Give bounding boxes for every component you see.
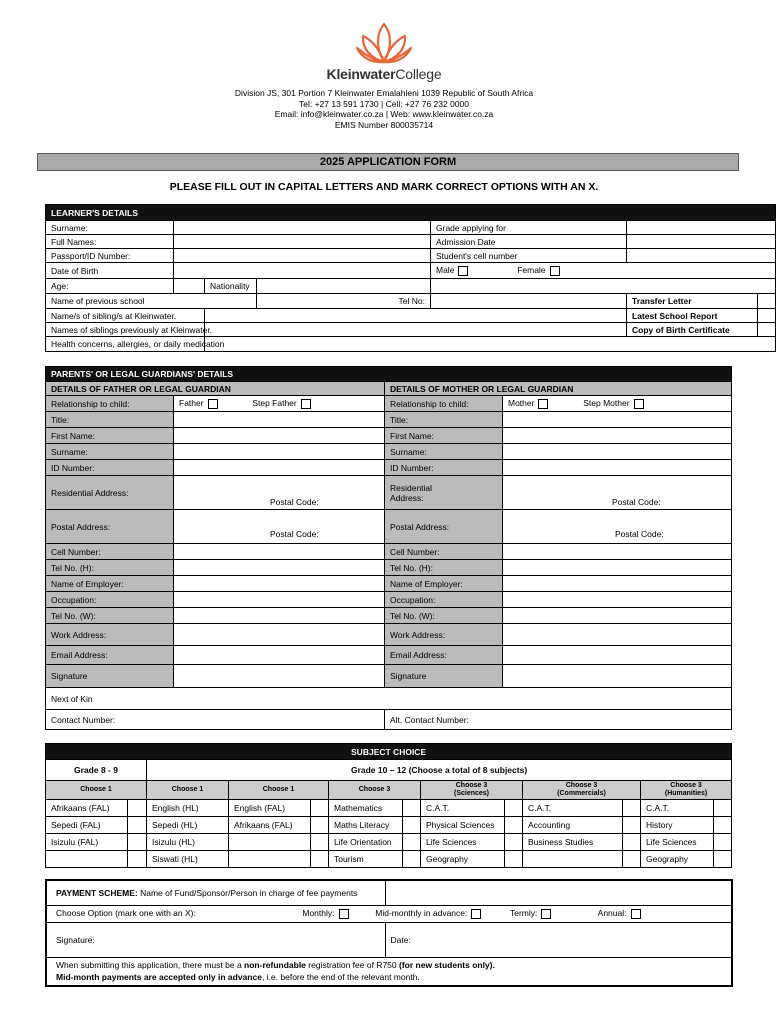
subject-heading: SUBJECT CHOICE	[46, 744, 732, 760]
siblings-field[interactable]	[205, 309, 627, 323]
father-title-field[interactable]	[174, 412, 385, 428]
cell-label: Student's cell number	[431, 249, 627, 263]
mother-signature-field[interactable]	[503, 665, 732, 688]
payment-scheme-label: PAYMENT SCHEME: Name of Fund/Sponsor/Person in charge of fee payments	[46, 880, 385, 905]
father-relationship-options	[174, 396, 385, 412]
admission-label: Admission Date	[431, 235, 627, 249]
mother-surname-label: Surname:	[385, 444, 503, 460]
subject-check[interactable]	[714, 851, 732, 868]
male-label: Male	[436, 265, 455, 276]
father-employer-label: Name of Employer:	[46, 576, 174, 592]
mother-id-label: ID Number:	[385, 460, 503, 476]
subject-cell: Tourism	[329, 851, 403, 868]
payment-signature-label: Signature:	[56, 934, 95, 945]
father-signature-label: Signature	[46, 665, 174, 688]
mother-tel-w-field[interactable]	[503, 608, 732, 624]
subject-check[interactable]	[128, 851, 147, 868]
choose-option-label: Choose Option (mark one with an X):	[56, 908, 196, 919]
father-occupation-field[interactable]	[174, 592, 385, 608]
father-postal-address-label: Postal Address:	[46, 510, 174, 544]
annual-label: Annual:	[597, 908, 627, 919]
father-postal-address-field[interactable]	[174, 510, 385, 544]
father-tel-h-field[interactable]	[174, 560, 385, 576]
prev-school-label: Name of previous school	[46, 294, 257, 309]
contact-number-label: Contact Number:	[51, 714, 116, 725]
lotus-logo-icon	[354, 20, 414, 66]
mother-tel-h-label: Tel No. (H):	[385, 560, 503, 576]
grade-10-12-header: Grade 10 – 12 (Choose a total of 8 subjects)	[147, 760, 732, 781]
subject-cell: Afrikaans (FAL)	[229, 817, 311, 834]
father-email-label: Email Address:	[46, 646, 174, 665]
mother-label: Mother	[508, 398, 535, 409]
siblings-prev-label: Names of siblings previously at Kleinwater.	[46, 323, 205, 337]
subject-cell: Sepedi (FAL)	[46, 817, 128, 834]
alt-contact-number-field[interactable]	[385, 710, 732, 730]
subject-cell: Business Studies	[523, 834, 623, 851]
col-choose1-c: Choose 1	[229, 781, 329, 800]
col-choose1-a: Choose 1	[46, 781, 147, 800]
surname-label: Surname:	[46, 221, 174, 235]
father-tel-h-label: Tel No. (H):	[46, 560, 174, 576]
cell-field[interactable]	[627, 249, 776, 263]
father-surname-field[interactable]	[174, 444, 385, 460]
mother-res-postal-code-label: Postal Code:	[612, 497, 661, 507]
subject-cell: Sepedi (HL)	[147, 817, 229, 834]
subject-check[interactable]	[128, 817, 147, 834]
mother-first-name-label: First Name:	[385, 428, 503, 444]
full-names-label: Full Names:	[46, 235, 174, 249]
subject-cell	[229, 834, 311, 851]
subject-cell: C.A.T.	[421, 800, 505, 817]
mid-monthly-checkbox[interactable]	[471, 909, 481, 919]
subject-check[interactable]	[623, 834, 641, 851]
subject-check[interactable]	[505, 817, 523, 834]
alt-contact-number-label: Alt. Contact Number:	[390, 714, 469, 725]
passport-label: Passport/ID Number:	[46, 249, 174, 263]
female-label: Female	[517, 265, 546, 276]
age-label: Age:	[46, 279, 174, 294]
father-relationship-label: Relationship to child:	[46, 396, 174, 412]
monthly-checkbox[interactable]	[339, 909, 349, 919]
payment-date-field[interactable]	[385, 922, 732, 957]
step-mother-label: Step Mother	[583, 398, 630, 409]
telephone: Tel: +27 13 591 1730 | Cell: +27 76 232 0000	[299, 98, 469, 109]
father-employer-field[interactable]	[174, 576, 385, 592]
fee-note: When submitting this application, there must be a non-refundable registration fee of R750 (for new students only).	[56, 960, 495, 971]
header	[0, 20, 768, 130]
subject-check[interactable]	[505, 834, 523, 851]
surname-field[interactable]	[174, 221, 431, 235]
step-mother-checkbox[interactable]	[634, 399, 644, 409]
health-label: Health concerns, allergies, or daily medication	[46, 337, 205, 352]
mother-relationship-options	[503, 396, 732, 412]
mother-postal-address-field[interactable]	[503, 510, 732, 544]
step-father-checkbox[interactable]	[301, 399, 311, 409]
college-name: KleinwaterCollege	[326, 66, 442, 82]
subject-cell: English (HL)	[147, 800, 229, 817]
mother-employer-field[interactable]	[503, 576, 732, 592]
dob-label: Date of Birth	[46, 263, 174, 279]
col-humanities: Choose 3 (Humanities)	[641, 781, 732, 800]
col-choose1-b: Choose 1	[147, 781, 229, 800]
subject-cell	[523, 851, 623, 868]
subject-check[interactable]	[311, 834, 329, 851]
learner-heading: LEARNER'S DETAILS	[46, 205, 776, 221]
subject-check[interactable]	[128, 834, 147, 851]
payment-date-label: Date:	[390, 934, 411, 945]
payment-options-row	[46, 905, 732, 922]
father-surname-label: Surname:	[46, 444, 174, 460]
subject-cell	[229, 851, 311, 868]
mother-employer-label: Name of Employer:	[385, 576, 503, 592]
subject-check[interactable]	[403, 817, 421, 834]
form-title: 2025 APPLICATION FORM	[37, 153, 739, 171]
subject-check[interactable]	[623, 817, 641, 834]
tel-no-label: Tel No:	[257, 294, 431, 309]
subject-choice-table	[45, 743, 732, 868]
subject-check[interactable]	[714, 817, 732, 834]
subject-cell: Isizulu (HL)	[147, 834, 229, 851]
mother-title-label: Title:	[385, 412, 503, 428]
mother-surname-field[interactable]	[503, 444, 732, 460]
annual-checkbox[interactable]	[631, 909, 641, 919]
emis-number: EMIS Number 800035714	[334, 119, 434, 130]
mother-signature-label: Signature	[385, 665, 503, 688]
mother-occupation-field[interactable]	[503, 592, 732, 608]
passport-field[interactable]	[174, 249, 431, 263]
contact-number-field[interactable]	[46, 710, 385, 730]
subject-cell: English (FAL)	[229, 800, 311, 817]
siblings-prev-field[interactable]	[205, 323, 627, 337]
subject-cell: Life Orientation	[329, 834, 403, 851]
full-names-field[interactable]	[174, 235, 431, 249]
subject-check[interactable]	[623, 800, 641, 817]
subject-cell: C.A.T.	[523, 800, 623, 817]
mother-heading: DETAILS OF MOTHER OR LEGAL GUARDIAN	[385, 382, 732, 396]
payment-table	[45, 879, 733, 987]
next-of-kin-label: Next of Kin	[51, 693, 93, 704]
subject-check[interactable]	[505, 851, 523, 868]
payment-note	[46, 957, 732, 986]
parents-table	[45, 366, 732, 730]
subject-check[interactable]	[311, 800, 329, 817]
father-work-address-field[interactable]	[174, 624, 385, 646]
father-first-name-label: First Name:	[46, 428, 174, 444]
grade-field[interactable]	[627, 221, 776, 235]
subject-cell: Siswati (HL)	[147, 851, 229, 868]
payment-scheme-field[interactable]	[385, 880, 732, 905]
male-checkbox[interactable]	[458, 266, 468, 276]
instructions: PLEASE FILL OUT IN CAPITAL LETTERS AND MARK CORRECT OPTIONS WITH AN X.	[169, 181, 599, 193]
dob-field[interactable]	[174, 263, 431, 279]
mother-id-field[interactable]	[503, 460, 732, 476]
gender-cell	[431, 263, 776, 279]
email-web: Email: info@kleinwater.co.za | Web: www.kleinwater.co.za	[274, 109, 494, 119]
father-first-name-field[interactable]	[174, 428, 385, 444]
grade-label: Grade applying for	[431, 221, 627, 235]
col-commercials: Choose 3 (Commercials)	[523, 781, 641, 800]
subject-check[interactable]	[311, 817, 329, 834]
school-report-label: Latest School Report	[627, 309, 758, 323]
father-title-label: Title:	[46, 412, 174, 428]
subject-cell	[46, 851, 128, 868]
parents-heading: PARENTS' OR LEGAL GUARDIANS' DETAILS	[46, 367, 732, 382]
subject-check[interactable]	[311, 851, 329, 868]
father-checkbox[interactable]	[208, 399, 218, 409]
father-id-label: ID Number:	[46, 460, 174, 476]
subject-cell: Mathematics	[329, 800, 403, 817]
father-email-field[interactable]	[174, 646, 385, 665]
subject-cell: History	[641, 817, 714, 834]
subject-cell: Afrikaans (FAL)	[46, 800, 128, 817]
father-tel-w-label: Tel No. (W):	[46, 608, 174, 624]
termly-label: Termly:	[509, 908, 538, 919]
prev-school-tel-field[interactable]	[431, 294, 627, 309]
subject-cell: Life Sciences	[421, 834, 505, 851]
age-field[interactable]	[174, 279, 205, 294]
mother-relationship-label: Relationship to child:	[385, 396, 503, 412]
mother-checkbox[interactable]	[538, 399, 548, 409]
subject-check[interactable]	[714, 800, 732, 817]
subject-check[interactable]	[403, 800, 421, 817]
subject-cell: Geography	[641, 851, 714, 868]
mother-cell-field[interactable]	[503, 544, 732, 560]
mother-tel-w-label: Tel No. (W):	[385, 608, 503, 624]
nationality-field[interactable]	[257, 279, 431, 294]
subject-cell: Accounting	[523, 817, 623, 834]
mother-email-field[interactable]	[503, 646, 732, 665]
mother-tel-h-field[interactable]	[503, 560, 732, 576]
col-sciences: Choose 3 (Sciences)	[421, 781, 523, 800]
father-id-field[interactable]	[174, 460, 385, 476]
subject-cell: Physical Sciences	[421, 817, 505, 834]
subject-check[interactable]	[623, 851, 641, 868]
father-signature-field[interactable]	[174, 665, 385, 688]
siblings-label: Name/s of sibling/s at Kleinwater.	[46, 309, 205, 323]
father-cell-field[interactable]	[174, 544, 385, 560]
transfer-letter-label: Transfer Letter	[627, 294, 758, 309]
mother-title-field[interactable]	[503, 412, 732, 428]
mother-work-address-field[interactable]	[503, 624, 732, 646]
mother-work-address-label: Work Address:	[385, 624, 503, 646]
grade-8-9-header: Grade 8 - 9	[46, 760, 147, 781]
father-work-address-label: Work Address:	[46, 624, 174, 646]
father-res-address-label: Residential Address:	[46, 476, 174, 510]
learner-details-table	[45, 204, 776, 352]
mother-postal-address-label: Postal Address:	[385, 510, 503, 544]
school-report-check[interactable]	[758, 309, 776, 323]
father-cell-label: Cell Number:	[46, 544, 174, 560]
father-label: Father	[179, 398, 204, 409]
father-postal-code-label: Postal Code:	[270, 529, 319, 539]
subject-cell: Maths Literacy	[329, 817, 403, 834]
subject-check[interactable]	[505, 800, 523, 817]
payment-signature-field[interactable]	[46, 922, 385, 957]
age-row-blank	[431, 279, 776, 294]
subject-cell: Life Sciences	[641, 834, 714, 851]
father-occupation-label: Occupation:	[46, 592, 174, 608]
father-res-postal-code-label: Postal Code:	[270, 497, 319, 507]
mid-monthly-label: Mid-monthly in advance:	[375, 908, 468, 919]
mother-cell-label: Cell Number:	[385, 544, 503, 560]
mid-month-note: Mid-month payments are accepted only in advance, i.e. before the end of the relevant month.	[56, 972, 420, 983]
father-tel-w-field[interactable]	[174, 608, 385, 624]
nationality-label: Nationality	[205, 279, 257, 294]
birth-cert-check[interactable]	[758, 323, 776, 337]
mother-postal-code-label: Postal Code:	[615, 529, 664, 539]
mother-res-address-field[interactable]	[503, 476, 732, 510]
mother-first-name-field[interactable]	[503, 428, 732, 444]
admission-field[interactable]	[627, 235, 776, 249]
subject-check[interactable]	[403, 834, 421, 851]
col-choose3: Choose 3	[329, 781, 421, 800]
next-of-kin-field[interactable]	[46, 688, 732, 710]
subject-cell: Geography	[421, 851, 505, 868]
subject-cell: Isizulu (FAL)	[46, 834, 128, 851]
birth-cert-label: Copy of Birth Certificate	[627, 323, 758, 337]
mother-email-label: Email Address:	[385, 646, 503, 665]
health-field[interactable]	[205, 337, 776, 352]
subject-check[interactable]	[403, 851, 421, 868]
mother-res-address-label: Residential Address:	[385, 476, 503, 510]
step-father-label: Step Father	[252, 398, 297, 409]
subject-cell: C.A.T.	[641, 800, 714, 817]
monthly-label: Monthly:	[302, 908, 335, 919]
subject-check[interactable]	[128, 800, 147, 817]
termly-checkbox[interactable]	[541, 909, 551, 919]
female-checkbox[interactable]	[550, 266, 560, 276]
subject-check[interactable]	[714, 834, 732, 851]
father-heading: DETAILS OF FATHER OR LEGAL GUARDIAN	[46, 382, 385, 396]
transfer-letter-check[interactable]	[758, 294, 776, 309]
mother-occupation-label: Occupation:	[385, 592, 503, 608]
father-res-address-field[interactable]	[174, 476, 385, 510]
address: Division JS, 301 Portion 7 Kleinwater Emalahleni 1039 Republic of South Africa	[234, 88, 534, 98]
